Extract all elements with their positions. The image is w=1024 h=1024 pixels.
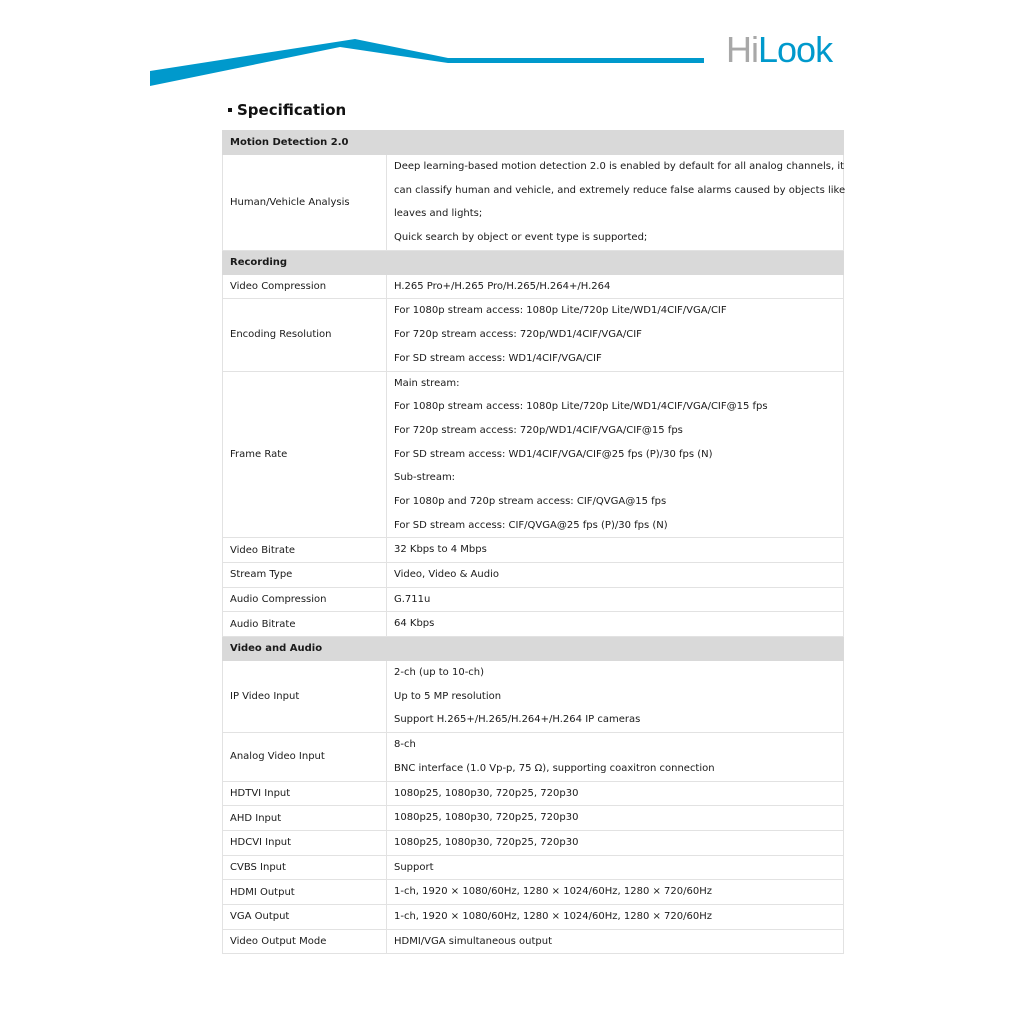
spec-label: Video Bitrate — [223, 538, 387, 563]
category-header: Motion Detection 2.0 — [223, 131, 844, 155]
spec-value-line: For 1080p and 720p stream access: CIF/QVGA@15 fps — [394, 495, 667, 507]
spec-value-line: For SD stream access: WD1/4CIF/VGA/CIF@25 fps (P)/30 fps (N) — [394, 448, 713, 460]
spec-label: HDCVI Input — [223, 830, 387, 855]
spec-value — [387, 830, 844, 855]
spec-row — [223, 538, 844, 563]
spec-value — [387, 781, 844, 806]
spec-row — [223, 612, 844, 637]
spec-row — [223, 274, 844, 299]
spec-value-line: 8-ch — [394, 739, 416, 751]
section-title-text: Specification — [237, 101, 347, 119]
category-header: Video and Audio — [223, 637, 844, 661]
spec-value — [387, 155, 844, 251]
spec-row — [223, 806, 844, 831]
spec-row — [223, 155, 844, 251]
spec-row — [223, 781, 844, 806]
category-row — [223, 250, 844, 274]
header-swoosh-graphic — [0, 0, 1024, 100]
spec-label: Video Output Mode — [223, 929, 387, 954]
spec-value — [387, 904, 844, 929]
hilook-logo — [726, 30, 832, 70]
spec-value-line: H.265 Pro+/H.265 Pro/H.265/H.264+/H.264 — [394, 280, 611, 292]
section-title — [228, 101, 346, 119]
spec-row — [223, 929, 844, 954]
spec-value — [387, 733, 844, 781]
logo-hi: Hi — [726, 29, 758, 70]
spec-label: HDMI Output — [223, 880, 387, 905]
spec-label: AHD Input — [223, 806, 387, 831]
spec-value-line: Quick search by object or event type is supported; — [394, 232, 648, 244]
spec-value-line: 64 Kbps — [394, 618, 435, 630]
spec-row — [223, 904, 844, 929]
spec-value — [387, 299, 844, 371]
spec-value-line: leaves and lights; — [394, 208, 483, 220]
spec-label: IP Video Input — [223, 661, 387, 733]
spec-value-line: G.711u — [394, 593, 431, 605]
spec-label: Frame Rate — [223, 371, 387, 538]
spec-value-line: 32 Kbps to 4 Mbps — [394, 544, 487, 556]
spec-row — [223, 830, 844, 855]
category-row — [223, 637, 844, 661]
spec-label: HDTVI Input — [223, 781, 387, 806]
spec-value — [387, 880, 844, 905]
spec-value-line: BNC interface (1.0 Vp-p, 75 Ω), supporting coaxitron connection — [394, 762, 715, 774]
spec-value-line: Sub-stream: — [394, 472, 456, 484]
spec-row — [223, 855, 844, 880]
spec-value — [387, 661, 844, 733]
bullet-icon — [228, 108, 232, 112]
spec-value-line: Deep learning-based motion detection 2.0 is enabled by default for all analog channels, it — [394, 161, 845, 172]
spec-value-line: For 1080p stream access: 1080p Lite/720p Lite/WD1/4CIF/VGA/CIF — [394, 305, 727, 317]
spec-value-line: 1080p25, 1080p30, 720p25, 720p30 — [394, 836, 579, 848]
spec-value-line: 1080p25, 1080p30, 720p25, 720p30 — [394, 787, 579, 799]
spec-value — [387, 806, 844, 831]
spec-value — [387, 538, 844, 563]
spec-row — [223, 661, 844, 733]
spec-value-line: For SD stream access: CIF/QVGA@25 fps (P)/30 fps (N) — [394, 519, 668, 531]
spec-value-line: Support — [394, 861, 434, 873]
spec-row — [223, 587, 844, 612]
spec-row — [223, 371, 844, 538]
spec-value — [387, 612, 844, 637]
logo-look: Look — [758, 29, 833, 70]
category-row — [223, 131, 844, 155]
spec-value-line: For 1080p stream access: 1080p Lite/720p Lite/WD1/4CIF/VGA/CIF@15 fps — [394, 401, 768, 413]
spec-value-line: Main stream: — [394, 377, 460, 389]
spec-value — [387, 587, 844, 612]
spec-value-line: HDMI/VGA simultaneous output — [394, 935, 552, 947]
spec-row — [223, 299, 844, 371]
spec-value-line: Support H.265+/H.265/H.264+/H.264 IP cameras — [394, 714, 641, 726]
spec-value — [387, 855, 844, 880]
spec-value-line: 1-ch, 1920 × 1080/60Hz, 1280 × 1024/60Hz, 1280 × 720/60Hz — [394, 910, 713, 922]
spec-value — [387, 274, 844, 299]
spec-value-line: 1080p25, 1080p30, 720p25, 720p30 — [394, 812, 579, 824]
spec-label: CVBS Input — [223, 855, 387, 880]
spec-value-line: can classify human and vehicle, and extremely reduce false alarms caused by objects like — [394, 184, 846, 196]
spec-label: Video Compression — [223, 274, 387, 299]
spec-label: Analog Video Input — [223, 733, 387, 781]
spec-label: Audio Bitrate — [223, 612, 387, 637]
spec-value-line: Video, Video & Audio — [394, 569, 499, 580]
spec-value-line: 2-ch (up to 10-ch) — [394, 667, 485, 679]
spec-value — [387, 371, 844, 538]
spec-row — [223, 733, 844, 781]
spec-row — [223, 563, 844, 588]
spec-row — [223, 880, 844, 905]
category-header: Recording — [223, 250, 844, 274]
spec-value — [387, 563, 844, 588]
spec-value — [387, 929, 844, 954]
spec-label: Human/Vehicle Analysis — [223, 155, 387, 251]
spec-value-line: Up to 5 MP resolution — [394, 690, 502, 702]
specification-table — [222, 130, 844, 954]
spec-value-line: 1-ch, 1920 × 1080/60Hz, 1280 × 1024/60Hz, 1280 × 720/60Hz — [394, 886, 713, 898]
spec-value-line: For 720p stream access: 720p/WD1/4CIF/VGA/CIF@15 fps — [394, 424, 683, 436]
spec-label: VGA Output — [223, 904, 387, 929]
spec-label: Encoding Resolution — [223, 299, 387, 371]
spec-label: Audio Compression — [223, 587, 387, 612]
spec-value-line: For SD stream access: WD1/4CIF/VGA/CIF — [394, 352, 602, 364]
spec-value-line: For 720p stream access: 720p/WD1/4CIF/VGA/CIF — [394, 329, 642, 341]
spec-label: Stream Type — [223, 563, 387, 588]
